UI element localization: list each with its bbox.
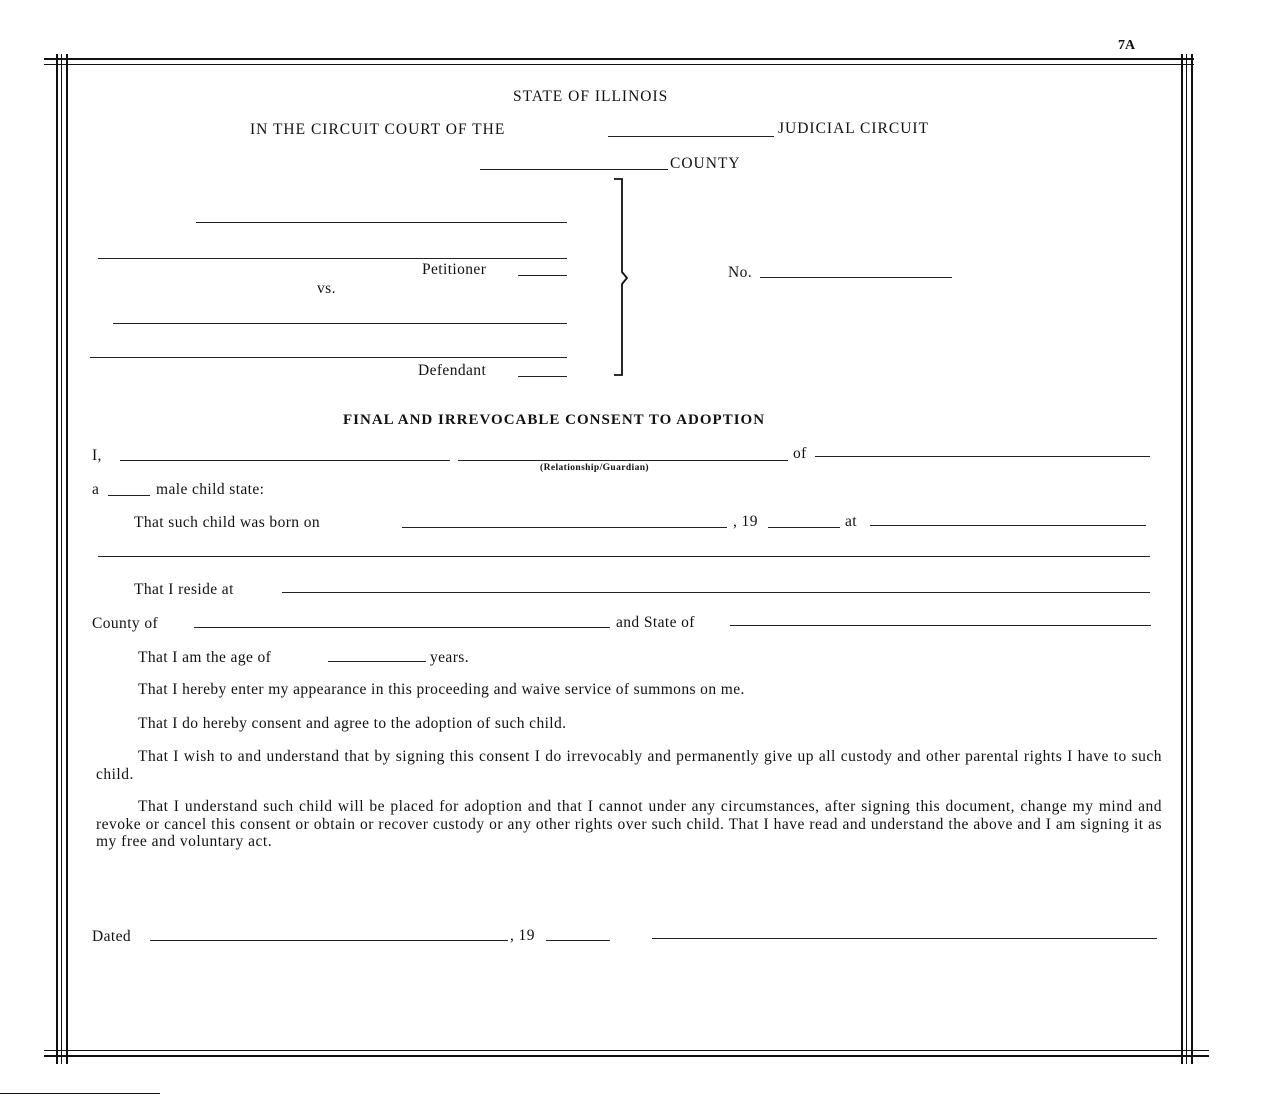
a-label: a <box>92 481 100 498</box>
years-label: years. <box>430 649 469 666</box>
caption-brace <box>610 175 630 380</box>
at-label: at <box>845 513 857 530</box>
relationship-field[interactable] <box>458 460 788 461</box>
of-label: of <box>793 445 807 462</box>
county-of-field[interactable] <box>194 627 610 628</box>
dated-field[interactable] <box>150 940 508 941</box>
dated-year-field[interactable] <box>546 940 610 941</box>
petitioner-suffix-line <box>518 275 567 276</box>
state-of-field[interactable] <box>730 625 1151 626</box>
signature-field[interactable] <box>652 938 1157 939</box>
circuit-suffix: JUDICIAL CIRCUIT <box>778 120 930 137</box>
petitioner-line-2[interactable] <box>98 258 567 259</box>
name-field[interactable] <box>120 460 450 461</box>
court-prefix: IN THE CIRCUIT COURT OF THE <box>250 121 506 138</box>
birth-year-field[interactable] <box>768 527 840 528</box>
understand-paragraph: That I understand such child will be placed for adoption and that I cannot under any circumstances, after signing this document, change my mind and revoke or cancel this consent or obtain or recover custody or any other rights over such child. That I have read and understand the above and I am signing it as my free and voluntary act. <box>96 798 1162 850</box>
county-label: COUNTY <box>670 155 741 172</box>
case-no-label: No. <box>728 264 753 281</box>
relationship-caption: (Relationship/Guardian) <box>540 463 649 473</box>
petitioner-line-1[interactable] <box>196 222 567 223</box>
document-title: FINAL AND IRREVOCABLE CONSENT TO ADOPTION <box>343 412 766 428</box>
judicial-circuit-field[interactable] <box>608 136 774 137</box>
petitioner-label: Petitioner <box>422 261 487 278</box>
defendant-label: Defendant <box>418 362 487 379</box>
case-no-field[interactable] <box>760 277 952 278</box>
dated-year-prefix: , 19 <box>510 927 535 944</box>
birth-date-field[interactable] <box>402 527 727 528</box>
born-on-label: That such child was born on <box>134 514 320 531</box>
of-field[interactable] <box>815 456 1150 457</box>
consent-paragraph: That I do hereby consent and agree to the adoption of such child. <box>138 715 567 732</box>
defendant-line-1[interactable] <box>113 323 567 324</box>
birth-place-field[interactable] <box>870 525 1146 526</box>
age-of-label: That I am the age of <box>138 649 272 666</box>
residence-field[interactable] <box>282 592 1150 593</box>
state-of-label: and State of <box>616 614 695 631</box>
child-state-label: male child state: <box>156 481 265 498</box>
age-field[interactable] <box>328 661 426 662</box>
reside-at-label: That I reside at <box>134 581 234 598</box>
defendant-line-2[interactable] <box>90 357 567 358</box>
dated-label: Dated <box>92 928 132 945</box>
birth-year-prefix: , 19 <box>733 513 758 530</box>
county-of-label: County of <box>92 615 159 632</box>
state-heading: STATE OF ILLINOIS <box>513 88 669 105</box>
appearance-paragraph: That I hereby enter my appearance in this proceeding and waive service of summons on me. <box>138 681 745 698</box>
wish-paragraph: That I wish to and understand that by signing this consent I do irrevocably and permanently give up all custody and other parental rights I have to such child. <box>96 748 1162 783</box>
county-field[interactable] <box>480 169 668 170</box>
form-number: 7A <box>1118 38 1136 53</box>
child-sex-field[interactable] <box>108 495 150 496</box>
defendant-suffix-line <box>518 376 567 377</box>
vs-label: vs. <box>317 280 336 297</box>
birth-place-field-2[interactable] <box>98 556 1150 557</box>
i-label: I, <box>92 447 102 464</box>
